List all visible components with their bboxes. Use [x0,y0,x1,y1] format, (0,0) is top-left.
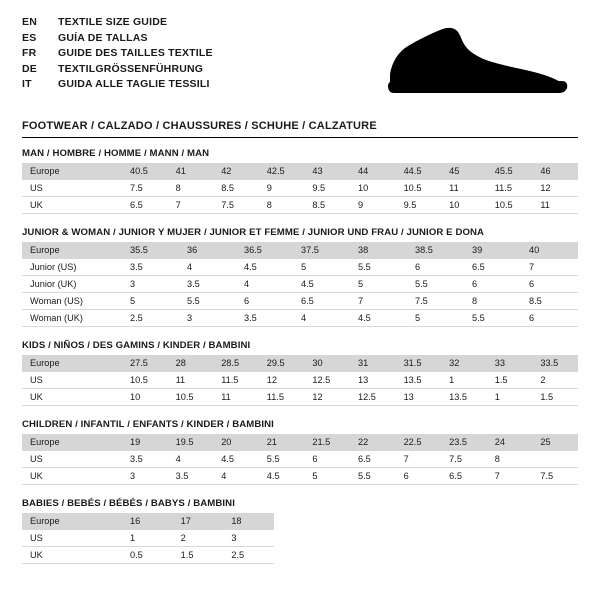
cell: 11 [213,389,259,406]
cell: 7.5 [213,197,259,214]
language-row [22,78,213,94]
cell: 6 [407,259,464,276]
cell: 6 [464,276,521,293]
table-row [22,513,274,530]
language-row [22,16,213,32]
cell: 3.5 [122,451,168,468]
cell: 40 [521,242,578,259]
table-row [22,242,578,259]
size-table-children [22,434,578,485]
cell: 9.5 [396,197,442,214]
table-row [22,530,274,547]
table-row [22,310,578,327]
cell: 5 [122,293,179,310]
cell [532,451,578,468]
cell: 36.5 [236,242,293,259]
cell: 1.5 [532,389,578,406]
cell: 6 [396,468,442,485]
size-group-junior-woman [22,227,578,327]
cell: 7.5 [122,180,168,197]
cell: 8 [464,293,521,310]
cell: 8 [487,451,533,468]
cell: 42.5 [259,163,305,180]
cell: 0.5 [122,547,173,564]
header-divider [22,137,578,138]
cell: 19.5 [168,434,214,451]
cell: 5.5 [464,310,521,327]
size-group-man [22,148,578,214]
language-title: GUÍA DE TALLAS [58,31,148,44]
table-row [22,434,578,451]
cell: 1.5 [173,547,224,564]
size-table-junior-woman [22,242,578,327]
cell: 7 [521,259,578,276]
cell: 10.5 [122,372,168,389]
cell: 5.5 [350,259,407,276]
cell: 42 [213,163,259,180]
cell: 19 [122,434,168,451]
cell: 10 [441,197,487,214]
language-code: IT [22,78,32,90]
row-label: Junior (UK) [22,276,122,293]
cell: 8.5 [304,197,350,214]
language-title-list [22,16,213,94]
cell: 5 [407,310,464,327]
row-label: UK [22,197,122,214]
cell: 5.5 [350,468,396,485]
category-title: FOOTWEAR / CALZADO / CHAUSSURES / SCHUHE / CALZATURE [22,120,377,132]
document-header [22,16,578,108]
cell: 1 [122,530,173,547]
language-code: FR [22,47,37,59]
cell: 3 [122,276,179,293]
cell: 37.5 [293,242,350,259]
cell: 21.5 [304,434,350,451]
dress-shoe-icon [382,22,572,100]
group-label: JUNIOR & WOMAN / JUNIOR Y MUJER / JUNIOR ET FEMME / JUNIOR UND FRAU / JUNIOR E DONA [22,227,485,238]
cell: 5 [304,468,350,485]
cell: 7.5 [532,468,578,485]
row-label: US [22,180,122,197]
cell: 4 [179,259,236,276]
row-label: US [22,451,122,468]
cell: 8.5 [521,293,578,310]
group-label: MAN / HOMBRE / HOMME / MANN / MAN [22,148,210,159]
cell: 10.5 [168,389,214,406]
cell: 44 [350,163,396,180]
cell: 11 [532,197,578,214]
cell: 6.5 [441,468,487,485]
row-label: US [22,372,122,389]
cell: 17 [173,513,224,530]
cell: 21 [259,434,305,451]
cell: 12 [532,180,578,197]
table-row [22,197,578,214]
cell: 7 [350,293,407,310]
group-label: CHILDREN / INFANTIL / ENFANTS / KINDER / BAMBINI [22,419,274,430]
language-code: ES [22,31,37,44]
language-title: TEXTILGRÖSSENFÜHRUNG [58,62,204,75]
cell: 12.5 [350,389,396,406]
cell: 33 [487,355,533,372]
language-code: DE [22,62,37,75]
cell: 18 [223,513,274,530]
cell: 30 [304,355,350,372]
cell: 6.5 [293,293,350,310]
language-title: GUIDE DES TAILLES TEXTILE [58,47,213,59]
cell: 3.5 [122,259,179,276]
cell: 12 [304,389,350,406]
cell: 8 [168,180,214,197]
cell: 6 [521,310,578,327]
cell: 10.5 [487,197,533,214]
cell: 4 [236,276,293,293]
row-label: Europe [22,242,122,259]
row-label: Europe [22,163,122,180]
cell: 9 [259,180,305,197]
cell: 38.5 [407,242,464,259]
table-row [22,389,578,406]
cell: 20 [213,434,259,451]
cell: 4.5 [259,468,305,485]
cell: 6.5 [122,197,168,214]
cell: 9 [350,197,396,214]
cell: 2.5 [223,547,274,564]
cell: 45.5 [487,163,533,180]
cell: 11 [441,180,487,197]
row-label: Europe [22,434,122,451]
table-row [22,451,578,468]
cell: 4.5 [213,451,259,468]
cell: 10 [350,180,396,197]
row-label: Europe [22,355,122,372]
cell: 5.5 [179,293,236,310]
cell: 13 [350,372,396,389]
cell: 43 [304,163,350,180]
row-label: Europe [22,513,122,530]
size-group-kids [22,340,578,406]
cell: 23.5 [441,434,487,451]
cell: 2 [173,530,224,547]
cell: 11.5 [259,389,305,406]
size-table-babies [22,513,274,564]
cell: 3 [179,310,236,327]
cell: 4.5 [350,310,407,327]
cell: 4 [293,310,350,327]
cell: 44.5 [396,163,442,180]
cell: 3.5 [179,276,236,293]
group-label: BABIES / BEBÉS / BÉBÉS / BABYS / BAMBINI [22,498,235,509]
cell: 31.5 [396,355,442,372]
table-row [22,180,578,197]
cell: 3.5 [236,310,293,327]
cell: 28 [168,355,214,372]
cell: 35.5 [122,242,179,259]
language-row [22,32,213,48]
cell: 7 [396,451,442,468]
cell: 1 [441,372,487,389]
cell: 5.5 [259,451,305,468]
cell: 2.5 [122,310,179,327]
cell: 24 [487,434,533,451]
cell: 28.5 [213,355,259,372]
cell: 1.5 [487,372,533,389]
row-label: Woman (UK) [22,310,122,327]
cell: 22 [350,434,396,451]
language-row [22,63,213,79]
cell: 33.5 [532,355,578,372]
table-row [22,293,578,310]
cell: 12 [259,372,305,389]
cell: 22.5 [396,434,442,451]
cell: 39 [464,242,521,259]
cell: 11.5 [487,180,533,197]
cell: 7.5 [407,293,464,310]
size-table-man [22,163,578,214]
cell: 4.5 [236,259,293,276]
row-label: Junior (US) [22,259,122,276]
cell: 4 [168,451,214,468]
cell: 12.5 [304,372,350,389]
table-row [22,276,578,293]
cell: 4.5 [293,276,350,293]
table-row [22,547,274,564]
row-label: UK [22,389,122,406]
cell: 13.5 [396,372,442,389]
language-title: TEXTILE SIZE GUIDE [58,16,168,28]
cell: 16 [122,513,173,530]
table-row [22,468,578,485]
cell: 4 [213,468,259,485]
size-table-kids [22,355,578,406]
cell: 6 [304,451,350,468]
cell: 8 [259,197,305,214]
cell: 5 [293,259,350,276]
language-title: GUIDA ALLE TAGLIE TESSILI [58,78,210,90]
table-row [22,163,578,180]
row-label: Woman (US) [22,293,122,310]
cell: 31 [350,355,396,372]
cell: 11 [168,372,214,389]
cell: 2 [532,372,578,389]
table-row [22,372,578,389]
cell: 38 [350,242,407,259]
cell: 8.5 [213,180,259,197]
cell: 6 [236,293,293,310]
table-row [22,355,578,372]
cell: 13 [396,389,442,406]
cell: 46 [532,163,578,180]
cell: 7.5 [441,451,487,468]
cell: 40.5 [122,163,168,180]
cell: 5.5 [407,276,464,293]
cell: 9.5 [304,180,350,197]
cell: 1 [487,389,533,406]
group-label: KIDS / NIÑOS / DES GAMINS / KINDER / BAMBINI [22,340,251,351]
row-label: UK [22,547,122,564]
cell: 3 [223,530,274,547]
cell: 36 [179,242,236,259]
row-label: UK [22,468,122,485]
cell: 7 [487,468,533,485]
cell: 10.5 [396,180,442,197]
cell: 45 [441,163,487,180]
cell: 6.5 [464,259,521,276]
cell: 6.5 [350,451,396,468]
cell: 27.5 [122,355,168,372]
cell: 3.5 [168,468,214,485]
cell: 41 [168,163,214,180]
language-code: EN [22,16,37,28]
cell: 13.5 [441,389,487,406]
cell: 25 [532,434,578,451]
cell: 7 [168,197,214,214]
row-label: US [22,530,122,547]
cell: 32 [441,355,487,372]
cell: 11.5 [213,372,259,389]
language-row [22,47,213,63]
cell: 10 [122,389,168,406]
cell: 5 [350,276,407,293]
cell: 29.5 [259,355,305,372]
cell: 6 [521,276,578,293]
size-group-babies [22,498,578,564]
size-group-children [22,419,578,485]
cell: 3 [122,468,168,485]
table-row [22,259,578,276]
